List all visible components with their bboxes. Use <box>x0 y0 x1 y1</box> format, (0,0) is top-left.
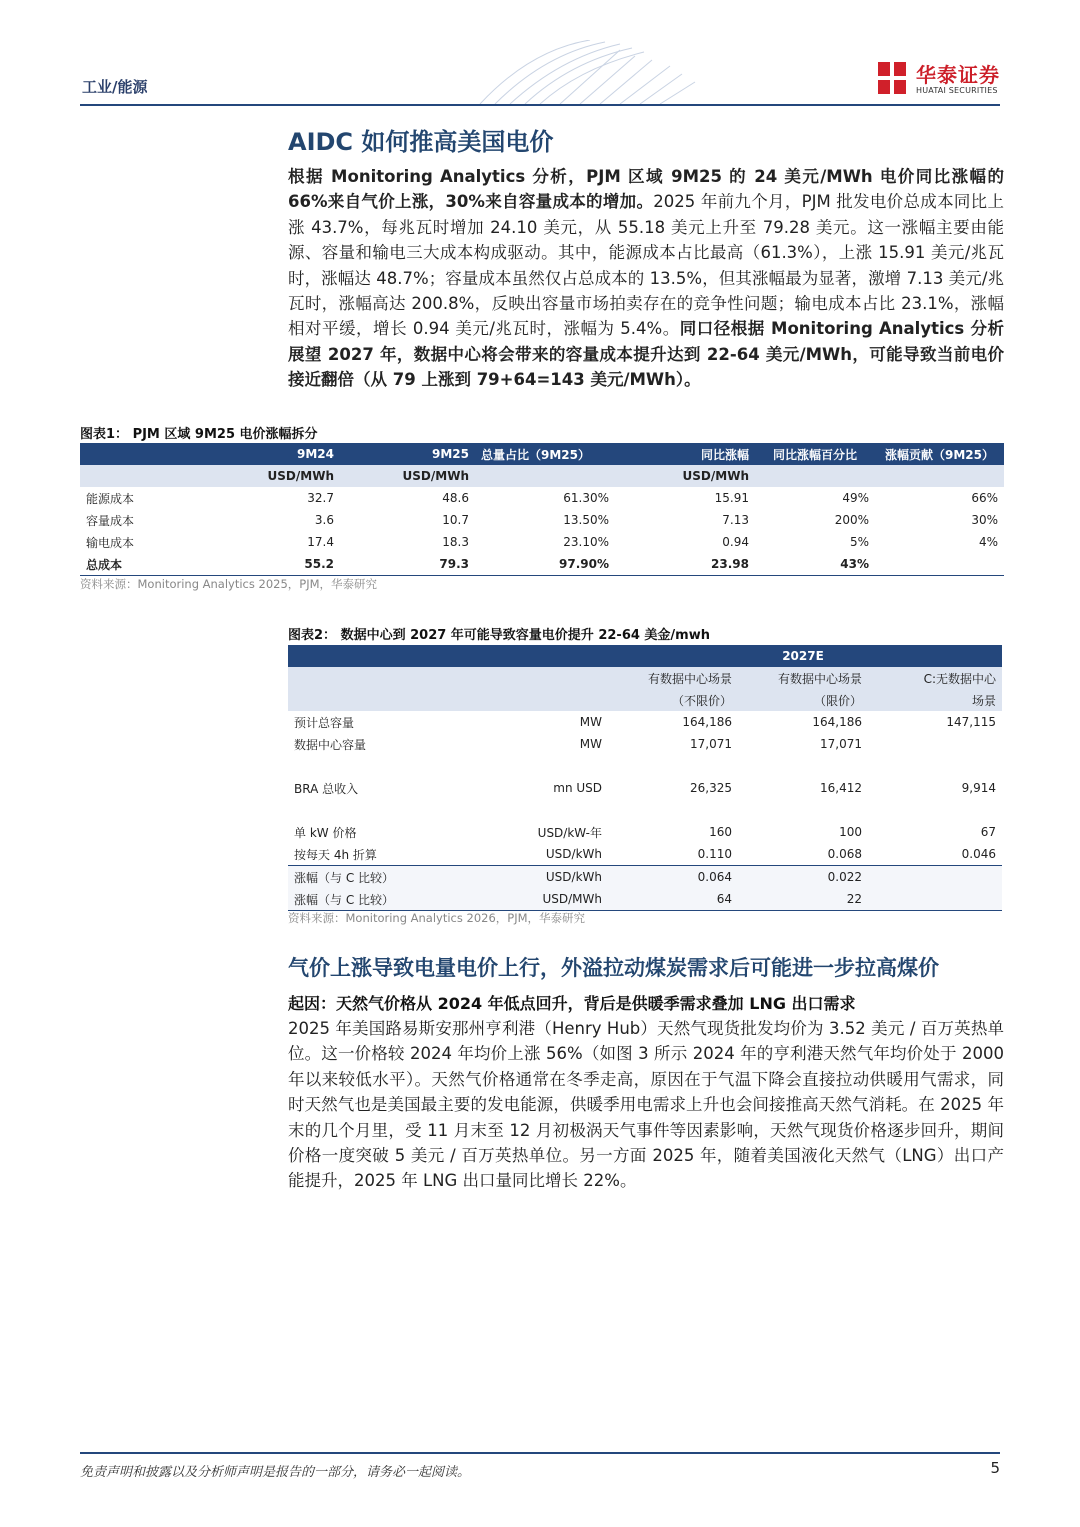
footer-disclaimer: 免责声明和披露以及分析师声明是报告的一部分，请务必一起阅读。 <box>80 1465 471 1480</box>
fig2-table <box>288 645 1002 911</box>
para-bold-lead: 根据 Monitoring Analytics 分析，PJM 区域 9M25 的 24 美元/MWh 电价同比涨幅的 66%来自气价上涨，30%来自容量成本的增加。 <box>288 167 1004 212</box>
para-bold-outlook: 同口径根据 Monitoring Analytics 分析展望 2027 年，数据中心将会带来的容量成本提升达到 22-64 美元/MWh，可能导致当前电价接近翻倍（从 79 上涨到 79+64=143 美元/MWh）。 <box>288 319 1004 390</box>
table-row-spacer <box>288 755 1002 777</box>
footer-divider <box>80 1452 1000 1454</box>
logo-name-en: HUATAI SECURITIES <box>916 85 998 95</box>
table-row: 预计总容量 MW 164,186 164,186 147,115 <box>294 715 996 730</box>
table-row: 能源成本 32.7 48.6 61.30% 15.91 49% 66% <box>86 491 998 506</box>
fig1-title: 图表1： PJM 区域 9M25 电价涨幅拆分 <box>80 427 318 442</box>
header-category: 工业/能源 <box>82 78 148 96</box>
table-row: 按每天 4h 折算 USD/kWh 0.110 0.068 0.046 <box>288 843 1002 866</box>
logo-name-cn: 华泰证券 <box>916 62 1000 87</box>
fig2-header-row-2: （不限价） （限价） 场景 <box>288 689 1002 711</box>
table-row: 容量成本 3.6 10.7 13.50% 7.13 200% 30% <box>86 513 998 528</box>
table-row: 涨幅（与 C 比较） USD/MWh 64 22 <box>288 888 1002 911</box>
fig2-title: 图表2： 数据中心到 2027 年可能导致容量电价提升 22-64 美金/mwh <box>288 628 710 643</box>
table-row-spacer <box>288 799 1002 821</box>
fig1-source: 资料来源：Monitoring Analytics 2025，PJM，华泰研究 <box>80 577 378 591</box>
logo-mark-icon <box>878 62 908 96</box>
fig2-source: 资料来源：Monitoring Analytics 2026，PJM，华泰研究 <box>288 911 586 925</box>
header-divider <box>80 104 1000 106</box>
para-body: 2025 年前九个月，PJM 批发电价总成本同比上涨 43.7%，每兆瓦时增加 24.10 美元，从 55.18 美元上升至 79.28 美元。这一涨幅主要由能源、容量和输电三大成本构成驱动。其中，能源成本占比最高（61.3%），上涨 15.91 美元/兆瓦时，涨幅达 48.7%；容量成本虽然仅占总成本的 13.5%，但其涨幅最为显著，激增 7.13 美元/兆瓦时，涨幅高达 200.8%，反映出容量市场拍卖存在的竞争性问题；输电成本占比 23.1%，涨幅相对平缓，增长 0.94 美元/兆瓦时，涨幅为 5.4%。 <box>288 192 1004 339</box>
section-title-aidc: AIDC 如何推高美国电价 <box>288 128 554 156</box>
fig1-total-row: 总成本 55.2 79.3 97.90% 23.98 43% <box>80 553 1004 576</box>
fig1-units-row: USD/MWh USD/MWh USD/MWh <box>80 465 1004 487</box>
header-decoration <box>420 40 720 104</box>
page-number: 5 <box>990 1459 1000 1477</box>
fig1-header-row: 9M24 9M25 总量占比（9M25） 同比涨幅 同比涨幅百分比 涨幅贡献（9M25） <box>80 443 1004 465</box>
section-title-gas-price: 气价上涨导致电量电价上行，外溢拉动煤炭需求后可能进一步拉高煤价 <box>288 956 939 980</box>
fig2-year-row: 2027E <box>288 645 1002 667</box>
fig1-table <box>80 443 1004 576</box>
table-row: 数据中心容量 MW 17,071 17,071 <box>294 737 862 752</box>
section1-paragraph <box>288 164 1004 393</box>
company-logo <box>878 62 1000 96</box>
section2-subtitle: 起因：天然气价格从 2024 年低点回升，背后是供暖季需求叠加 LNG 出口需求 <box>288 994 856 1013</box>
table-row: 单 kW 价格 USD/kW-年 160 100 67 <box>294 825 996 840</box>
table-row: BRA 总收入 mn USD 26,325 16,412 9,914 <box>294 781 996 796</box>
table-row: 涨幅（与 C 比较） USD/kWh 0.064 0.022 <box>288 866 1002 889</box>
section2-paragraph: 2025 年美国路易斯安那州亨利港（Henry Hub）天然气现货批发均价为 3.52 美元 / 百万英热单位。这一价格较 2024 年均价上涨 56%（如图 3 所示 2024 年的亨利港天然气年均价处于 2000 年以来较低水平）。天然气价格通常在冬季走高，原因在于气温下降会直接拉动供暖用气需求，同时天然气也是美国最主要的发电能源，供暖季用电需求上升也会间接推高天然气消耗。在 2025 年末的几个月里，受 11 月末至 12 月初极涡天气事件等因素影响，天然气现货价格逐步回升，期间价格一度突破 5 美元 / 百万英热单位。另一方面 2025 年，随着美国液化天然气（LNG）出口产能提升，2025 年 LNG 出口量同比增长 22%。 <box>288 1019 1004 1191</box>
table-row: 输电成本 17.4 18.3 23.10% 0.94 5% 4% <box>86 535 998 550</box>
fig2-header-row-1: 有数据中心场景 有数据中心场景 C:无数据中心 <box>288 667 1002 689</box>
